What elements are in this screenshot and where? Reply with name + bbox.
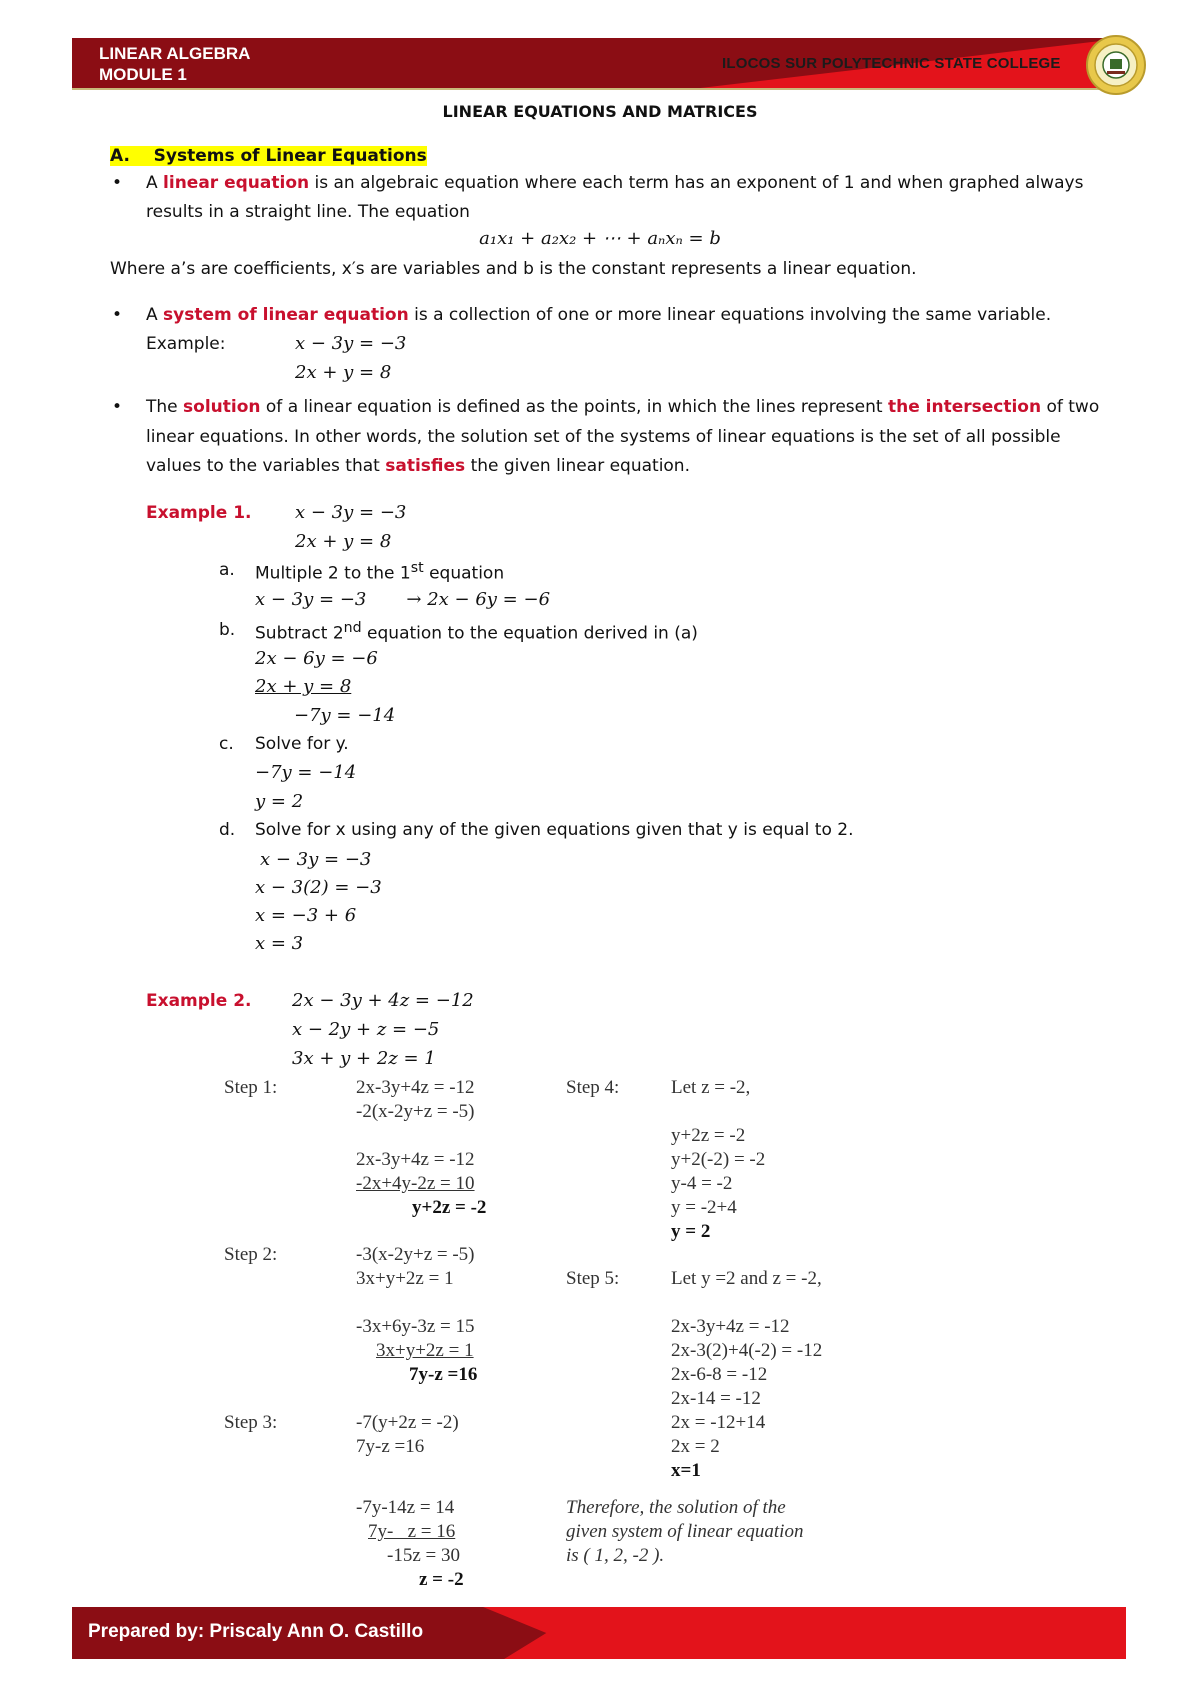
conclusion-line3: is ( 1, 2, -2 ). (566, 1545, 665, 1566)
step1-result: y+2z = -2 (412, 1197, 487, 1218)
step3-line1: -7(y+2z = -2) (356, 1412, 459, 1433)
step-a-label: a. (219, 560, 235, 580)
step-b-label: b. (219, 620, 236, 640)
bullet1-pre: A (146, 173, 164, 193)
step5-result: x=1 (671, 1460, 701, 1481)
example2-eq3: 3x + y + 2z = 1 (292, 1048, 436, 1069)
bullet3-line3 (146, 456, 690, 476)
example2-eq2: x − 2y + z = −5 (292, 1019, 440, 1040)
step5-line3: 2x-3(2)+4(-2) = -12 (671, 1340, 823, 1361)
step-c-eq2: y = 2 (255, 791, 304, 812)
step5-label: Step 5: (566, 1268, 620, 1289)
step4-label: Step 4: (566, 1077, 620, 1098)
step5-line6: 2x = -12+14 (671, 1412, 766, 1433)
header-course-name: LINEAR ALGEBRA (99, 44, 251, 63)
step3-line2: 7y-z =16 (356, 1436, 425, 1457)
example1-eq1: x − 3y = −3 (295, 502, 407, 523)
bullet-icon: • (112, 173, 123, 193)
step1-line1: 2x-3y+4z = -12 (356, 1077, 475, 1098)
step-d-label: d. (219, 820, 236, 840)
header-course-title (99, 43, 250, 85)
step5-line1: Let y =2 and z = -2, (671, 1268, 822, 1289)
step2-line4 (356, 1340, 474, 1362)
bullet3-post: of two (1041, 397, 1100, 417)
conclusion-line2: given system of linear equation (566, 1521, 804, 1542)
bullet1-where: Where a’s are coefficients, x′s are variables and b is the constant represents a linear equation. (110, 259, 917, 279)
example2-label: Example 2. (146, 991, 252, 1011)
page-footer (72, 1607, 1126, 1659)
step-b-pre: Subtract 2 (255, 623, 344, 644)
term-satisfies: satisfies (385, 456, 466, 476)
step4-line2: y+2z = -2 (671, 1125, 746, 1146)
term-linear-equation: linear equation (163, 173, 310, 193)
step-b-post: equation to the equation derived in (a) (361, 623, 698, 644)
step2-line2: 3x+y+2z = 1 (356, 1268, 454, 1289)
step-d-text: Solve for x using any of the given equations given that y is equal to 2. (255, 820, 854, 840)
step3-result: z = -2 (419, 1569, 464, 1590)
header-college-name: ILOCOS SUR POLYTECHNIC STATE COLLEGE (722, 55, 1061, 72)
bullet2-line1 (146, 305, 1051, 325)
step-d-eq2: x − 3(2) = −3 (255, 877, 382, 898)
college-seal-icon (1083, 34, 1149, 96)
step3-line5: -15z = 30 (387, 1545, 460, 1566)
example-eq2: 2x + y = 8 (295, 362, 392, 383)
step4-line4: y-4 = -2 (671, 1173, 733, 1194)
term-intersection: the intersection (887, 397, 1042, 417)
step-d-eq1: x − 3y = −3 (260, 849, 372, 870)
step4-line1: Let z = -2, (671, 1077, 751, 1098)
page-header (72, 38, 1126, 90)
section-letter: A. (110, 146, 130, 166)
bullet3-pre: The (146, 397, 184, 417)
step5-line5: 2x-14 = -12 (671, 1388, 761, 1409)
step4-result: y = 2 (671, 1221, 711, 1242)
step-b-text (255, 620, 698, 644)
bullet3-mid: of a linear equation is defined as the points, in which the lines represent (260, 397, 888, 417)
bullet1-line2: results in a straight line. The equation (146, 202, 470, 222)
bullet1-line1 (146, 173, 1083, 193)
bullet-icon: • (112, 397, 123, 417)
step2-result: 7y-z =16 (409, 1364, 478, 1385)
bullet3-line1 (146, 397, 1099, 417)
step-b-eq3: −7y = −14 (294, 705, 396, 726)
step3-line4-text: 7y- z = 16 (368, 1521, 456, 1542)
example2-eq1: 2x − 3y + 4z = −12 (292, 990, 474, 1011)
step1-line4: -2x+4y-2z = 10 (356, 1173, 475, 1194)
step3-line3: -7y-14z = 14 (356, 1497, 455, 1518)
step3-line4 (356, 1521, 455, 1543)
term-system-of-linear-equation: system of linear equation (163, 305, 409, 325)
example-label: Example: (146, 334, 226, 354)
step-b-eq1: 2x − 6y = −6 (255, 648, 378, 669)
header-gold-line (72, 88, 1126, 90)
general-linear-equation: a₁x₁ + a₂x₂ + ⋯ + aₙxₙ = b (479, 228, 721, 249)
step1-line2: -2(x-2y+z = -5) (356, 1101, 475, 1122)
step5-line2: 2x-3y+4z = -12 (671, 1316, 790, 1337)
bullet3-line3-post: the given linear equation. (465, 456, 690, 476)
step2-line1: -3(x-2y+z = -5) (356, 1244, 475, 1265)
step-d-eq3: x = −3 + 6 (255, 905, 357, 926)
step4-line5: y = -2+4 (671, 1197, 737, 1218)
conclusion-line1: Therefore, the solution of the (566, 1497, 786, 1518)
step-b-sup: nd (343, 620, 362, 636)
step-a-text (255, 560, 504, 584)
step-b-eq2: 2x + y = 8 (255, 676, 352, 697)
step2-line3: -3x+6y-3z = 15 (356, 1316, 475, 1337)
step5-line7: 2x = 2 (671, 1436, 720, 1457)
step2-line4-text: 3x+y+2z = 1 (376, 1340, 474, 1361)
step3-label: Step 3: (224, 1412, 278, 1433)
example1-eq2: 2x + y = 8 (295, 531, 392, 552)
bullet1-post: is an algebraic equation where each term has an exponent of 1 and when graphed always (309, 173, 1084, 193)
step1-line3: 2x-3y+4z = -12 (356, 1149, 475, 1170)
step-d-eq4: x = 3 (255, 933, 304, 954)
step1-label: Step 1: (224, 1077, 278, 1098)
step5-line4: 2x-6-8 = -12 (671, 1364, 768, 1385)
step-c-label: c. (219, 734, 234, 754)
term-solution: solution (183, 397, 261, 417)
step-a-post: equation (423, 563, 505, 584)
section-heading (110, 146, 427, 166)
example1-label: Example 1. (146, 503, 252, 523)
step-c-text: Solve for y. (255, 734, 349, 754)
example-eq1: x − 3y = −3 (295, 333, 407, 354)
step-a-eq: x − 3y = −3 → 2x − 6y = −6 (255, 589, 551, 610)
section-title: Systems of Linear Equations (153, 146, 427, 166)
bullet3-line2: linear equations. In other words, the solution set of the systems of linear equations is the set of all possible (146, 427, 1061, 447)
step-a-sup: st (410, 560, 424, 576)
step4-line3: y+2(-2) = -2 (671, 1149, 766, 1170)
step-a-pre: Multiple 2 to the 1 (255, 563, 411, 584)
step-c-eq1: −7y = −14 (255, 762, 357, 783)
page-title: LINEAR EQUATIONS AND MATRICES (442, 102, 758, 121)
bullet-icon: • (112, 305, 123, 325)
bullet2-pre: A (146, 305, 164, 325)
header-module-name: MODULE 1 (99, 65, 187, 84)
footer-author: Prepared by: Priscaly Ann O. Castillo (88, 1621, 424, 1642)
step2-label: Step 2: (224, 1244, 278, 1265)
bullet3-line3-pre: values to the variables that (146, 456, 386, 476)
bullet2-post: is a collection of one or more linear equations involving the same variable. (408, 305, 1052, 325)
